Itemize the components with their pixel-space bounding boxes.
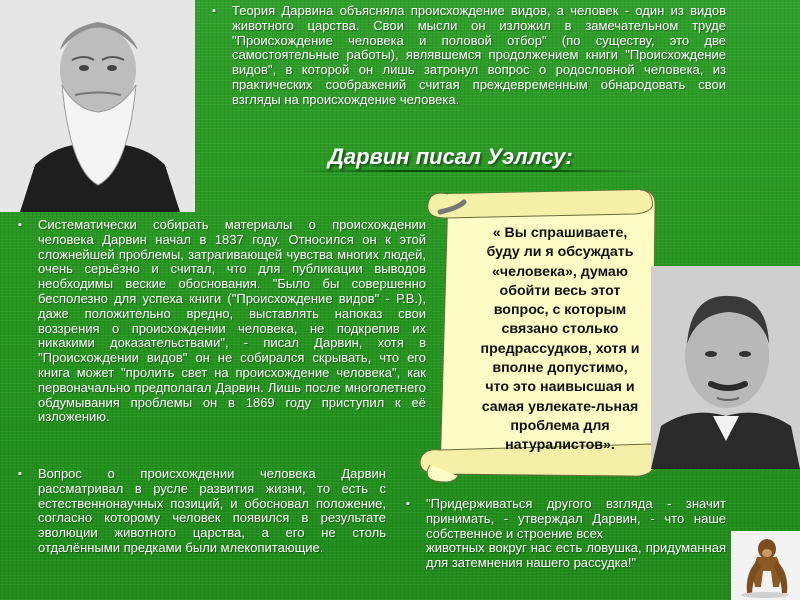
ape-figure-icon bbox=[731, 531, 800, 600]
left-paragraph-1 bbox=[18, 217, 426, 425]
ape-image bbox=[731, 531, 800, 600]
bullet-marker: ▪ bbox=[212, 5, 216, 17]
wells-portrait bbox=[651, 266, 800, 469]
heading-underline bbox=[300, 170, 650, 172]
darwin-portrait bbox=[0, 0, 195, 212]
bullet-marker: ▪ bbox=[18, 468, 22, 480]
darwin-portrait-icon bbox=[0, 0, 195, 212]
left-paragraph-2-text: Вопрос о происхождении человека Дарвин рассматривал в русле развития жизни, то есть с естественнонаучных позиций, и обосновал положение, согласно которому человек появился в результате эволюции животного царства, а его не столь отдалёнными предками были млекопитающие. bbox=[38, 466, 386, 555]
wells-quote: « Вы спрашиваете, буду ли я обсуждать «человека», думаю обойти весь этот вопрос, с которым связано столько предрассудков, хотя и вполне допустимо, что это наивысшая и самая увлекате-льная проблема для натуралистов». bbox=[480, 225, 640, 454]
bullet-marker: ▪ bbox=[18, 219, 22, 231]
intro-paragraph-text: Теория Дарвина объясняла происхождение видов, а человек - один из видов животного царства. Свои мысли он изложил в замечательном труде "Происхождение человека и половой отбор" (по существу, это две самостоятельные работы), являвшемся продолжением книги "Происхождение видов", в которой он лишь затронул вопрос о родословной человека, из практических соображений считая преждевременным обнародовать свои взгляды на происхождение человека. bbox=[232, 3, 726, 107]
right-paragraph-line-1: "Придерживаться другого взгляда - значит принимать, - утверждал Дарвин, - что наше собственное и строение всех bbox=[426, 496, 726, 541]
left-paragraph-2 bbox=[18, 466, 386, 556]
bullet-marker: ▪ bbox=[406, 498, 410, 510]
right-paragraph-line-2: животных вокруг нас есть ловушка, придуманная для затемнения нашего рассудка!" bbox=[426, 540, 726, 571]
slide-heading: Дарвин писал Уэллсу: bbox=[328, 144, 573, 169]
right-paragraph bbox=[406, 496, 726, 571]
wells-portrait-icon bbox=[651, 266, 800, 469]
left-paragraph-1-text: Систематически собирать материалы о происхождении человека Дарвин начал в 1837 году. Относился он к этой сложнейшей проблемы, затрагивающей чувства многих людей, очень серьёзно и считал, что для публикации выводов необходимы веские обоснования. "Было бы совершенно бесполезно для успеха книги ("Происхождение видов" - Р.В.), даже положительно вредно, выставлять напоказ свои воззрения о происхождении человека, не подкрепив их никакими доказательствами", - писал Дарвин, хотя в "Происхождении видов" он не собирался скрывать, что его книга может "пролить свет на происхождение человека", как первоначально предполагал Дарвин. Лишь после многолетнего обдумывания проблемы он в 1869 году приступил к её изложению. bbox=[38, 217, 426, 425]
intro-paragraph bbox=[212, 3, 726, 108]
